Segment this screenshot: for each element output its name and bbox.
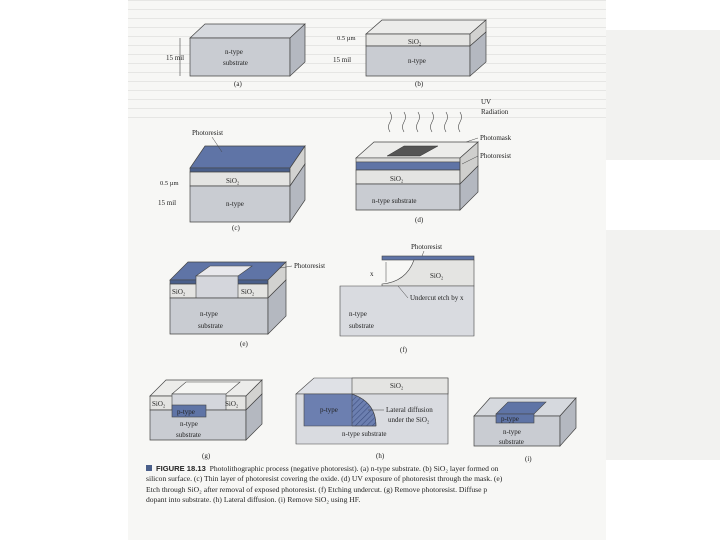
caption-marker: [146, 465, 152, 471]
panel-tag: (e): [240, 340, 248, 348]
ptype-label: p-type: [320, 406, 338, 414]
layer-label: n-type substrate: [342, 430, 387, 438]
layer-label: substrate: [223, 59, 248, 67]
dimension-label: 15 mil: [158, 199, 177, 207]
panel-tag: (i): [525, 455, 532, 463]
panel-h: [296, 378, 448, 460]
layer-label: n-type: [408, 57, 426, 65]
dimension-label: 0.5 µm: [160, 180, 179, 187]
oxide-label: SiO₂: [390, 175, 404, 183]
oxide-label: SiO₂: [152, 400, 166, 408]
layer-label: substrate: [176, 431, 201, 439]
undercut-x-label: x: [370, 270, 374, 278]
photomask-label: Photomask: [480, 134, 512, 142]
lateral-diffusion-label: Lateral diffusion: [386, 406, 433, 414]
oxide-label: SiO₂: [225, 400, 239, 408]
oxide-label: SiO₂: [430, 272, 444, 280]
oxide-label: SiO₂: [390, 382, 404, 390]
layer-label: n-type: [226, 200, 244, 208]
panel-i: [474, 398, 576, 463]
panel-e: [170, 262, 325, 348]
layer-label: substrate: [198, 322, 223, 330]
panel-tag: (h): [376, 452, 385, 460]
photoresist-label: Photoresist: [480, 152, 512, 160]
panel-tag: (a): [234, 80, 242, 88]
photoresist-label: Photoresist: [192, 129, 224, 137]
undercut-label: Undercut etch by x: [410, 294, 464, 302]
layer-label: n-type: [503, 428, 521, 436]
ptype-label: p-type: [501, 415, 519, 423]
panel-d: [356, 98, 512, 224]
panel-tag: (b): [415, 80, 424, 88]
photoresist-label: Photoresist: [294, 262, 326, 270]
figure-caption: [146, 464, 506, 506]
layer-label: n-type: [349, 310, 367, 318]
panel-tag: (f): [400, 346, 407, 354]
oxide-label: SiO₂: [226, 177, 240, 185]
panel-tag: (d): [415, 216, 424, 224]
layer-label: n-type: [225, 48, 243, 56]
photoresist-label: Photoresist: [411, 243, 443, 251]
oxide-label: SiO₂: [408, 38, 422, 46]
uv-label: Radiation: [481, 108, 509, 116]
panel-tag: (c): [232, 224, 240, 232]
dimension-label: 0.5 µm: [337, 35, 356, 42]
panel-c: [158, 129, 305, 232]
panel-g: [150, 380, 262, 460]
figure-number: FIGURE 18.13: [156, 464, 206, 473]
panel-tag: (g): [202, 452, 211, 460]
lateral-diffusion-label: under the SiO₂: [388, 416, 430, 424]
panel-b: [333, 20, 486, 88]
panel-a: [166, 24, 305, 88]
dimension-label: 15 mil: [333, 56, 352, 64]
uv-label: UV: [481, 98, 492, 106]
dimension-label: 15 mil: [166, 54, 185, 62]
oxide-label: SiO₂: [241, 288, 255, 296]
caption-text: Photolithographic process (negative photoresist). (a) n-type substrate. (b) SiO₂ layer formed on silicon surface. (c) Thin layer of photoresist covering the oxide. (d) UV exposure of photoresist through the mask. (e) Etch through SiO₂ after removal of exposed photoresist. (f) Etching undercut. (g) Remove photoresist. Diffuse p dopant into substrate. (h) Lateral diffusion. (i) Remove SiO₂ using HF.: [146, 464, 503, 505]
uv-arrows: [389, 112, 462, 132]
panel-f: [340, 243, 474, 354]
layer-label: substrate: [499, 438, 524, 446]
layer-label: n-type: [200, 310, 218, 318]
layer-label: n-type substrate: [372, 197, 417, 205]
ptype-label: p-type: [177, 408, 195, 416]
oxide-label: SiO₂: [172, 288, 186, 296]
layer-label: n-type: [180, 420, 198, 428]
layer-label: substrate: [349, 322, 374, 330]
